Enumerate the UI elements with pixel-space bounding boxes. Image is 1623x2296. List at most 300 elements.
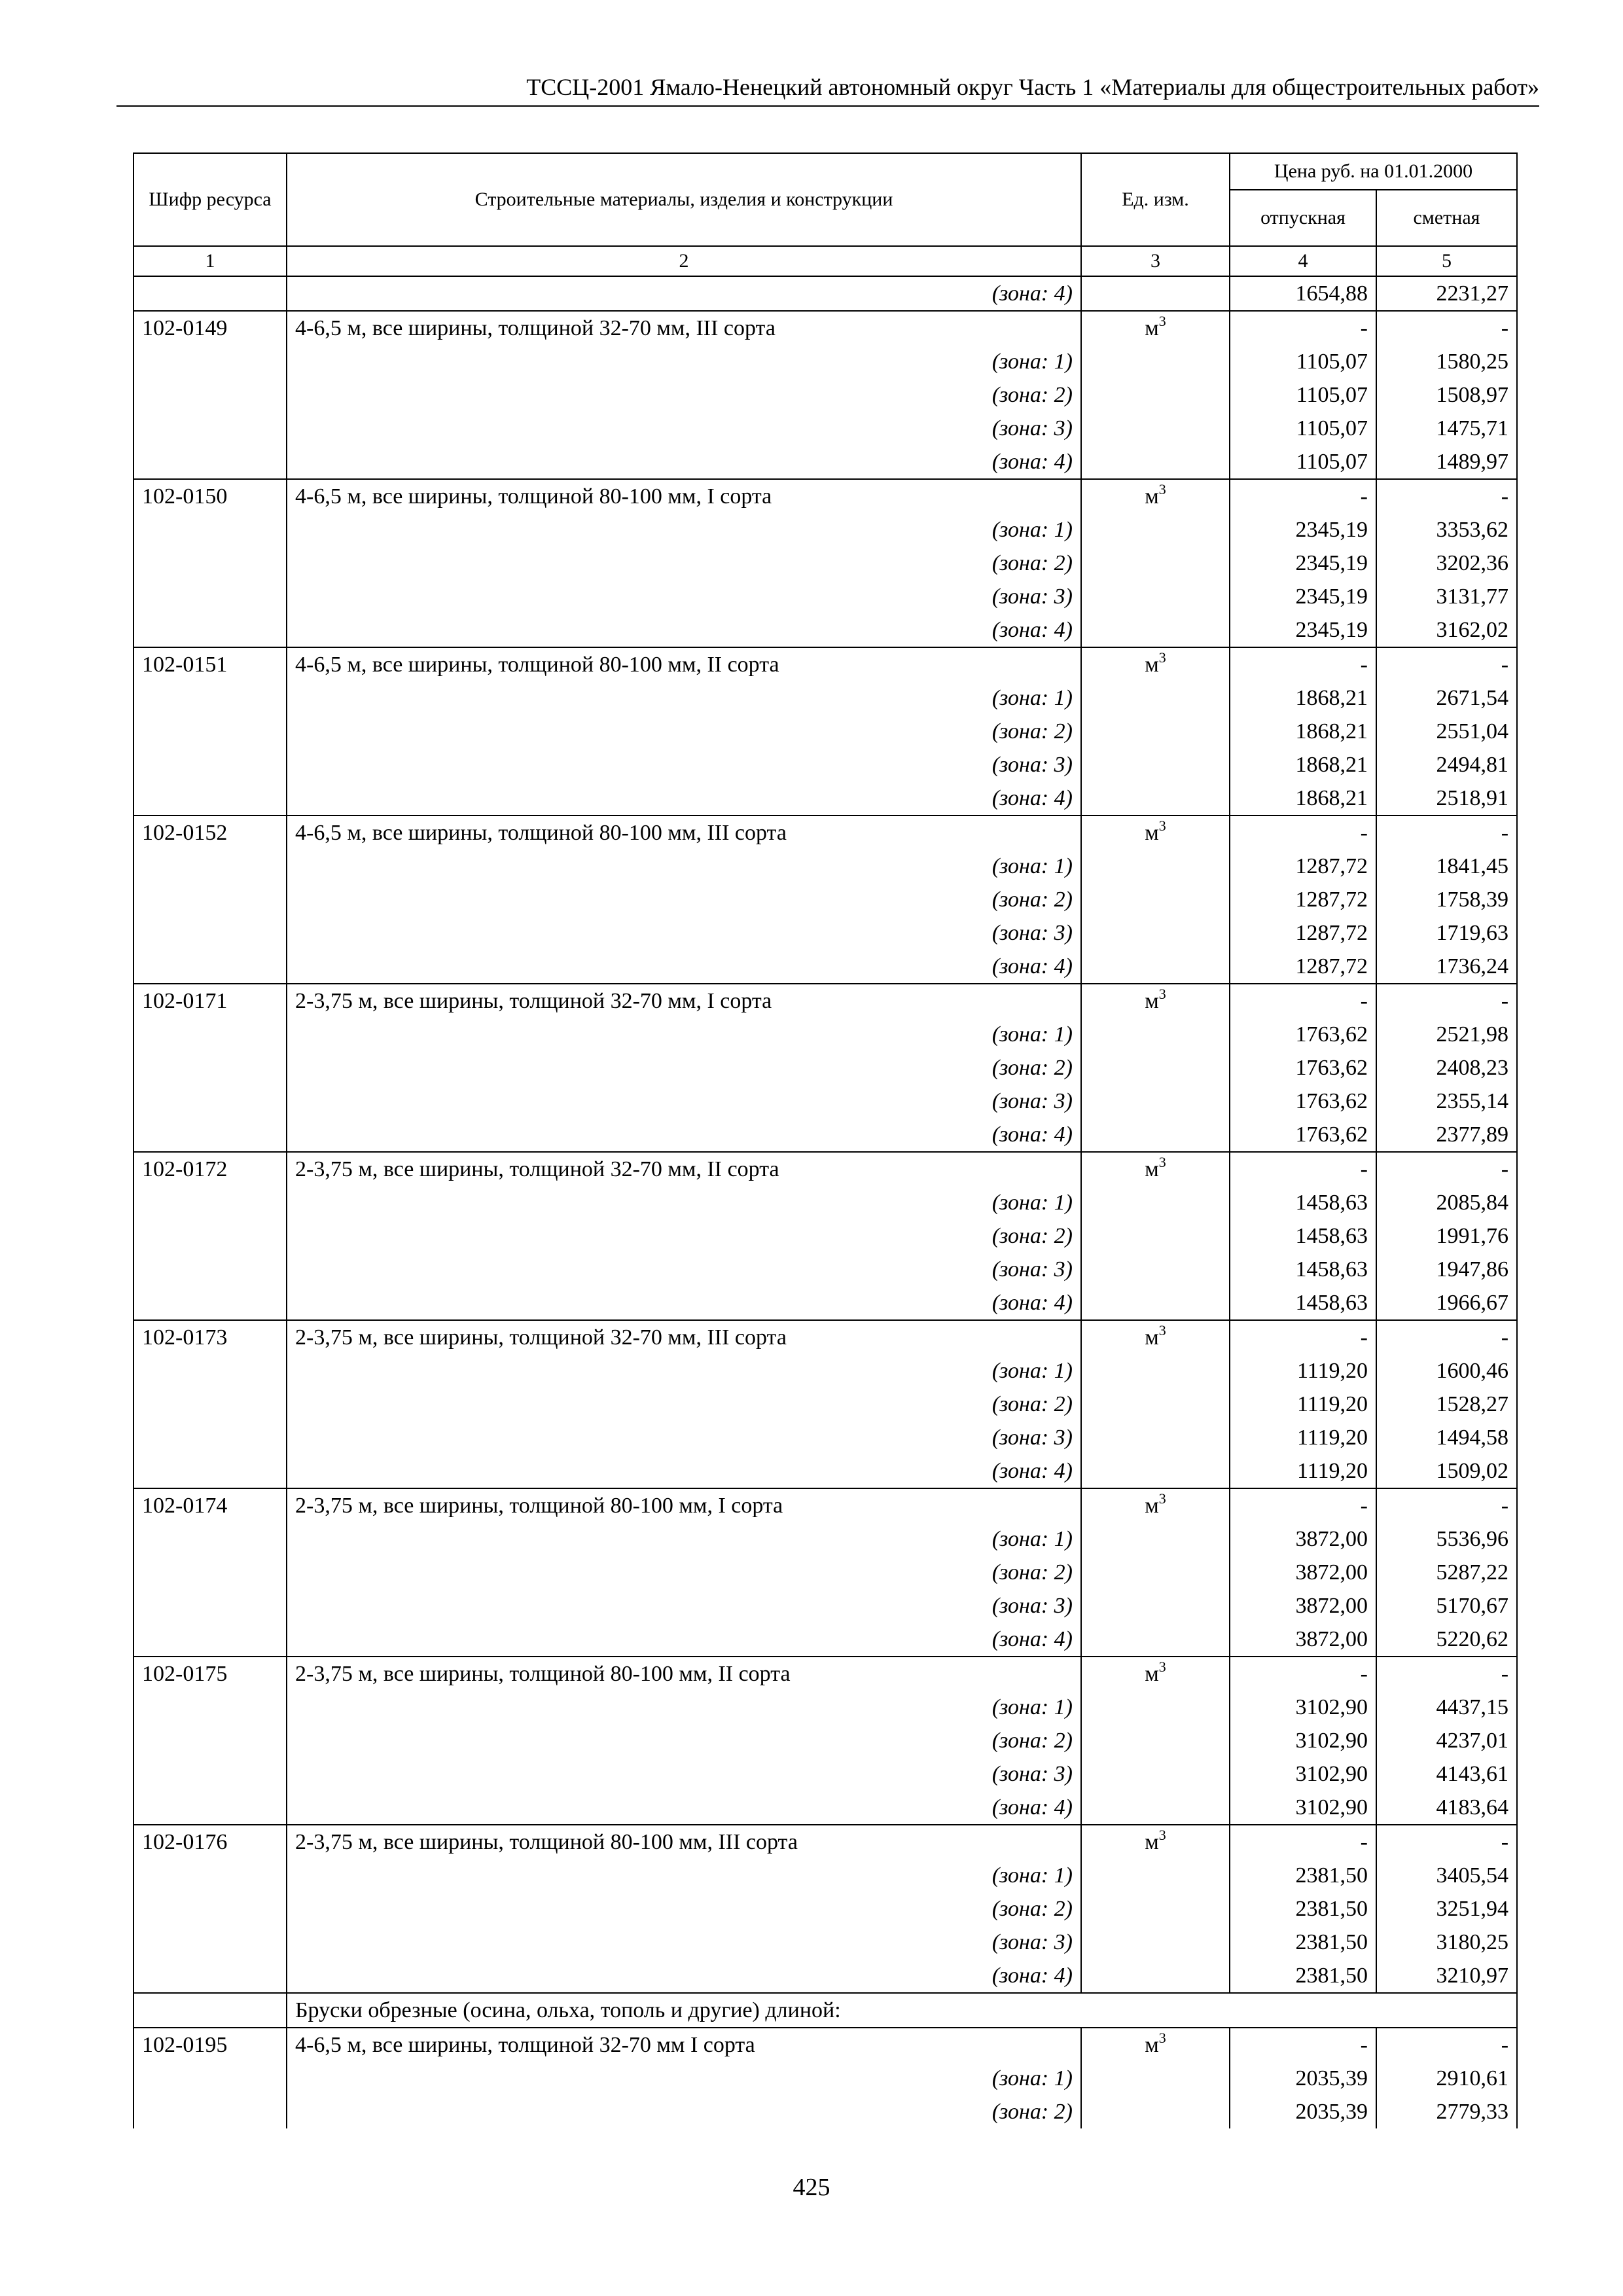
table-row-zone <box>134 1454 1517 1488</box>
material-name: 4-6,5 м, все ширины, толщиной 32-70 мм, III сорта <box>287 311 1081 345</box>
unit-empty <box>1081 1354 1230 1388</box>
resource-code-empty <box>134 883 287 916</box>
estimate-price: - <box>1376 1488 1517 1522</box>
unit-empty <box>1081 1724 1230 1757</box>
table-row-zone <box>134 1892 1517 1926</box>
release-price: 1654,88 <box>1230 276 1376 311</box>
estimate-price: 1719,63 <box>1376 916 1517 950</box>
resource-code-empty <box>134 2095 287 2128</box>
unit-base: м <box>1145 821 1159 845</box>
table-row-zone <box>134 1522 1517 1556</box>
release-price: 2381,50 <box>1230 1959 1376 1993</box>
table-row-zone <box>134 1421 1517 1454</box>
unit-empty <box>1081 950 1230 984</box>
release-price: - <box>1230 1152 1376 1186</box>
unit-empty <box>1081 1791 1230 1825</box>
zone-label: (зона: 1) <box>287 1354 1081 1388</box>
estimate-price: 1736,24 <box>1376 950 1517 984</box>
table-row-zone <box>134 613 1517 647</box>
zone-label: (зона: 1) <box>287 2062 1081 2095</box>
unit-base: м <box>1145 2033 1159 2057</box>
unit-empty <box>1081 1118 1230 1152</box>
unit-empty <box>1081 1859 1230 1892</box>
table-row-zone <box>134 781 1517 816</box>
estimate-price: 2408,23 <box>1376 1051 1517 1085</box>
unit-empty <box>1081 850 1230 883</box>
zone-label: (зона: 3) <box>287 1421 1081 1454</box>
estimate-price: - <box>1376 2028 1517 2062</box>
unit-empty <box>1081 547 1230 580</box>
resource-code-empty <box>134 1623 287 1657</box>
unit-empty <box>1081 1018 1230 1051</box>
resource-code-empty <box>134 513 287 547</box>
estimate-price: 3405,54 <box>1376 1859 1517 1892</box>
estimate-price: 5170,67 <box>1376 1589 1517 1623</box>
resource-code: 102-0149 <box>134 311 287 345</box>
table-row-zone <box>134 412 1517 445</box>
table-row-zone <box>134 1286 1517 1320</box>
unit-empty <box>1081 1454 1230 1488</box>
resource-code: 102-0174 <box>134 1488 287 1522</box>
zone-label: (зона: 1) <box>287 1018 1081 1051</box>
table-row-zone <box>134 883 1517 916</box>
resource-code-empty <box>134 412 287 445</box>
resource-code-empty <box>134 1959 287 1993</box>
unit-base: м <box>1145 316 1159 340</box>
release-price: 1458,63 <box>1230 1219 1376 1253</box>
unit-base: м <box>1145 1325 1159 1350</box>
material-name: 2-3,75 м, все ширины, толщиной 32-70 мм, I сорта <box>287 984 1081 1018</box>
material-name: 2-3,75 м, все ширины, толщиной 32-70 мм, III сорта <box>287 1320 1081 1354</box>
zone-label: (зона: 2) <box>287 378 1081 412</box>
unit-cell <box>1081 2028 1230 2062</box>
release-price: 3872,00 <box>1230 1556 1376 1589</box>
table-row-zone <box>134 1186 1517 1219</box>
table-header <box>134 153 1517 276</box>
release-price: 1868,21 <box>1230 748 1376 781</box>
resource-code-empty <box>134 1993 287 2028</box>
estimate-price: 1966,67 <box>1376 1286 1517 1320</box>
unit-exponent: 3 <box>1158 985 1166 1002</box>
release-price: - <box>1230 1825 1376 1859</box>
resource-code-empty <box>134 1051 287 1085</box>
unit-empty <box>1081 445 1230 479</box>
table-row-section <box>134 1993 1517 2028</box>
release-price: 2381,50 <box>1230 1892 1376 1926</box>
resource-code-empty <box>134 1522 287 1556</box>
zone-label: (зона: 3) <box>287 916 1081 950</box>
resource-code-empty <box>134 748 287 781</box>
estimate-price: 1528,27 <box>1376 1388 1517 1421</box>
resource-code: 102-0176 <box>134 1825 287 1859</box>
zone-label: (зона: 3) <box>287 748 1081 781</box>
table-row-zone <box>134 345 1517 378</box>
table-row-zone <box>134 1724 1517 1757</box>
resource-code: 102-0151 <box>134 647 287 681</box>
header-price-group: Цена руб. на 01.01.2000 <box>1230 153 1517 190</box>
zone-label: (зона: 4) <box>287 781 1081 816</box>
estimate-price: 1841,45 <box>1376 850 1517 883</box>
unit-empty <box>1081 1286 1230 1320</box>
column-number: 4 <box>1230 246 1376 276</box>
material-name: 2-3,75 м, все ширины, толщиной 32-70 мм, II сорта <box>287 1152 1081 1186</box>
unit-empty <box>1081 1959 1230 1993</box>
column-number: 5 <box>1376 246 1517 276</box>
unit-cell <box>1081 1488 1230 1522</box>
zone-label: (зона: 4) <box>287 1791 1081 1825</box>
unit-empty <box>1081 748 1230 781</box>
estimate-price: - <box>1376 479 1517 513</box>
unit-base: м <box>1145 1157 1159 1181</box>
zone-label: (зона: 1) <box>287 850 1081 883</box>
resource-code: 102-0173 <box>134 1320 287 1354</box>
estimate-price: 1494,58 <box>1376 1421 1517 1454</box>
material-name: 4-6,5 м, все ширины, толщиной 80-100 мм, III сорта <box>287 816 1081 850</box>
table-row-zone <box>134 1859 1517 1892</box>
table-row-zone <box>134 1791 1517 1825</box>
zone-label: (зона: 2) <box>287 547 1081 580</box>
column-number: 2 <box>287 246 1081 276</box>
release-price: 1763,62 <box>1230 1051 1376 1085</box>
release-price: 1105,07 <box>1230 345 1376 378</box>
unit-empty <box>1081 1085 1230 1118</box>
zone-label: (зона: 3) <box>287 1589 1081 1623</box>
resource-code-empty <box>134 613 287 647</box>
table-row-zone <box>134 1354 1517 1388</box>
release-price: - <box>1230 479 1376 513</box>
resource-code-empty <box>134 1388 287 1421</box>
zone-label: (зона: 3) <box>287 1926 1081 1959</box>
resource-code-empty <box>134 547 287 580</box>
zone-label: (зона: 2) <box>287 715 1081 748</box>
release-price: - <box>1230 1488 1376 1522</box>
resource-code-empty <box>134 781 287 816</box>
resource-code: 102-0195 <box>134 2028 287 2062</box>
header-code: Шифр ресурса <box>134 153 287 246</box>
zone-label: (зона: 2) <box>287 883 1081 916</box>
release-price: 1119,20 <box>1230 1454 1376 1488</box>
release-price: 1868,21 <box>1230 781 1376 816</box>
column-number: 1 <box>134 246 287 276</box>
page-number: 425 <box>793 2174 830 2201</box>
unit-cell <box>1081 1152 1230 1186</box>
zone-label: (зона: 2) <box>287 1556 1081 1589</box>
estimate-price: 2518,91 <box>1376 781 1517 816</box>
release-price: 2345,19 <box>1230 580 1376 613</box>
resource-code-empty <box>134 1892 287 1926</box>
unit-exponent: 3 <box>1158 649 1166 666</box>
release-price: 3872,00 <box>1230 1623 1376 1657</box>
unit-empty <box>1081 276 1230 311</box>
zone-label: (зона: 4) <box>287 613 1081 647</box>
resource-code-empty <box>134 1253 287 1286</box>
table-row-zone <box>134 850 1517 883</box>
unit-empty <box>1081 412 1230 445</box>
unit-cell <box>1081 647 1230 681</box>
release-price: 1105,07 <box>1230 378 1376 412</box>
zone-label: (зона: 3) <box>287 1757 1081 1791</box>
release-price: - <box>1230 1657 1376 1691</box>
table-row-zone <box>134 950 1517 984</box>
resource-code-empty <box>134 445 287 479</box>
zone-label: (зона: 4) <box>287 1286 1081 1320</box>
resource-code-empty <box>134 1354 287 1388</box>
zone-label: (зона: 4) <box>287 1959 1081 1993</box>
table-row-item <box>134 1657 1517 1691</box>
table-row-zone <box>134 1018 1517 1051</box>
material-name: 4-6,5 м, все ширины, толщиной 80-100 мм, I сорта <box>287 479 1081 513</box>
resource-code-empty <box>134 1589 287 1623</box>
table-row-zone <box>134 1253 1517 1286</box>
table-row-item <box>134 1825 1517 1859</box>
table-row-zone <box>134 1691 1517 1724</box>
estimate-price: - <box>1376 984 1517 1018</box>
table-row-zone <box>134 681 1517 715</box>
resource-code-empty <box>134 1186 287 1219</box>
release-price: - <box>1230 816 1376 850</box>
zone-label: (зона: 1) <box>287 345 1081 378</box>
header-estimate-price: сметная <box>1376 190 1517 246</box>
zone-label: (зона: 1) <box>287 1186 1081 1219</box>
unit-cell <box>1081 984 1230 1018</box>
estimate-price: - <box>1376 1152 1517 1186</box>
unit-empty <box>1081 1691 1230 1724</box>
resource-code-empty <box>134 276 287 311</box>
material-name: 4-6,5 м, все ширины, толщиной 32-70 мм I сорта <box>287 2028 1081 2062</box>
estimate-price: 1508,97 <box>1376 378 1517 412</box>
release-price: - <box>1230 2028 1376 2062</box>
release-price: 1868,21 <box>1230 715 1376 748</box>
zone-label: (зона: 3) <box>287 580 1081 613</box>
unit-cell <box>1081 1657 1230 1691</box>
running-header: ТССЦ-2001 Ямало-Ненецкий автономный округ Часть 1 «Материалы для общестроительных работ» <box>116 69 1539 107</box>
release-price: 1287,72 <box>1230 883 1376 916</box>
zone-label: (зона: 3) <box>287 1253 1081 1286</box>
unit-empty <box>1081 513 1230 547</box>
material-name: 2-3,75 м, все ширины, толщиной 80-100 мм, III сорта <box>287 1825 1081 1859</box>
zone-label: (зона: 2) <box>287 1724 1081 1757</box>
unit-base: м <box>1145 653 1159 677</box>
table-row-zone <box>134 1118 1517 1152</box>
unit-exponent: 3 <box>1158 817 1166 834</box>
material-name: 4-6,5 м, все ширины, толщиной 80-100 мм, II сорта <box>287 647 1081 681</box>
table-row-zone <box>134 1085 1517 1118</box>
unit-empty <box>1081 715 1230 748</box>
estimate-price: 2377,89 <box>1376 1118 1517 1152</box>
unit-exponent: 3 <box>1158 480 1166 497</box>
release-price: 2381,50 <box>1230 1859 1376 1892</box>
resource-code: 102-0150 <box>134 479 287 513</box>
unit-empty <box>1081 1219 1230 1253</box>
resource-code-empty <box>134 345 287 378</box>
table-row-item <box>134 2028 1517 2062</box>
unit-base: м <box>1145 484 1159 509</box>
material-name: 2-3,75 м, все ширины, толщиной 80-100 мм, II сорта <box>287 1657 1081 1691</box>
release-price: 1458,63 <box>1230 1286 1376 1320</box>
estimate-price: 2494,81 <box>1376 748 1517 781</box>
release-price: 3102,90 <box>1230 1791 1376 1825</box>
table-row-zone <box>134 1556 1517 1589</box>
estimate-price: 1758,39 <box>1376 883 1517 916</box>
resource-code-empty <box>134 1926 287 1959</box>
release-price: 1287,72 <box>1230 850 1376 883</box>
unit-empty <box>1081 378 1230 412</box>
zone-label: (зона: 4) <box>287 445 1081 479</box>
unit-empty <box>1081 345 1230 378</box>
unit-empty <box>1081 1186 1230 1219</box>
table-row-zone <box>134 715 1517 748</box>
material-name: 2-3,75 м, все ширины, толщиной 80-100 мм, I сорта <box>287 1488 1081 1522</box>
estimate-price: 5287,22 <box>1376 1556 1517 1589</box>
zone-label: (зона: 2) <box>287 2095 1081 2128</box>
estimate-price: 5220,62 <box>1376 1623 1517 1657</box>
release-price: - <box>1230 984 1376 1018</box>
table-row-zone <box>134 1623 1517 1657</box>
estimate-price: - <box>1376 1657 1517 1691</box>
resource-code-empty <box>134 850 287 883</box>
price-table <box>133 152 1518 2128</box>
table-row-zone <box>134 378 1517 412</box>
resource-code-empty <box>134 1454 287 1488</box>
unit-exponent: 3 <box>1158 2029 1166 2046</box>
release-price: 1119,20 <box>1230 1354 1376 1388</box>
resource-code-empty <box>134 916 287 950</box>
resource-code-empty <box>134 1859 287 1892</box>
estimate-price: 2355,14 <box>1376 1085 1517 1118</box>
unit-empty <box>1081 1421 1230 1454</box>
release-price: 1105,07 <box>1230 412 1376 445</box>
release-price: 1119,20 <box>1230 1388 1376 1421</box>
resource-code-empty <box>134 580 287 613</box>
release-price: 1763,62 <box>1230 1018 1376 1051</box>
unit-cell <box>1081 479 1230 513</box>
estimate-price: - <box>1376 311 1517 345</box>
table-row-zone <box>134 1959 1517 1993</box>
estimate-price: 1580,25 <box>1376 345 1517 378</box>
estimate-price: 2521,98 <box>1376 1018 1517 1051</box>
header-name: Строительные материалы, изделия и конструкции <box>287 153 1081 246</box>
release-price: 3102,90 <box>1230 1757 1376 1791</box>
table-row-zone <box>134 748 1517 781</box>
unit-empty <box>1081 1623 1230 1657</box>
zone-label: (зона: 1) <box>287 1859 1081 1892</box>
table-row-zone <box>134 1388 1517 1421</box>
table-row-zone <box>134 276 1517 311</box>
release-price: 1763,62 <box>1230 1118 1376 1152</box>
estimate-price: 2671,54 <box>1376 681 1517 715</box>
zone-label: (зона: 1) <box>287 681 1081 715</box>
unit-exponent: 3 <box>1158 1658 1166 1675</box>
table-row-zone <box>134 1757 1517 1791</box>
release-price: 1458,63 <box>1230 1253 1376 1286</box>
estimate-price: 2779,33 <box>1376 2095 1517 2128</box>
unit-empty <box>1081 781 1230 816</box>
release-price: 1119,20 <box>1230 1421 1376 1454</box>
unit-exponent: 3 <box>1158 1826 1166 1843</box>
unit-empty <box>1081 613 1230 647</box>
table-row-zone <box>134 1926 1517 1959</box>
estimate-price: 4437,15 <box>1376 1691 1517 1724</box>
resource-code-empty <box>134 1791 287 1825</box>
table-row-item <box>134 1320 1517 1354</box>
release-price: 3102,90 <box>1230 1724 1376 1757</box>
unit-empty <box>1081 1253 1230 1286</box>
estimate-price: 2551,04 <box>1376 715 1517 748</box>
release-price: 2381,50 <box>1230 1926 1376 1959</box>
table-body <box>134 276 1517 2128</box>
zone-label: (зона: 2) <box>287 1219 1081 1253</box>
release-price: 3872,00 <box>1230 1522 1376 1556</box>
unit-empty <box>1081 1892 1230 1926</box>
unit-empty <box>1081 1522 1230 1556</box>
release-price: - <box>1230 1320 1376 1354</box>
release-price: 2035,39 <box>1230 2095 1376 2128</box>
table-row-zone <box>134 916 1517 950</box>
zone-label: (зона: 1) <box>287 1691 1081 1724</box>
resource-code-empty <box>134 681 287 715</box>
estimate-price: 3202,36 <box>1376 547 1517 580</box>
estimate-price: 3210,97 <box>1376 1959 1517 1993</box>
unit-cell <box>1081 1320 1230 1354</box>
table-row-item <box>134 816 1517 850</box>
table-row-zone <box>134 1589 1517 1623</box>
resource-code: 102-0171 <box>134 984 287 1018</box>
zone-label: (зона: 4) <box>287 276 1081 311</box>
unit-exponent: 3 <box>1158 312 1166 329</box>
release-price: 1287,72 <box>1230 916 1376 950</box>
estimate-price: 1600,46 <box>1376 1354 1517 1388</box>
resource-code-empty <box>134 1724 287 1757</box>
estimate-price: 5536,96 <box>1376 1522 1517 1556</box>
section-title: Бруски обрезные (осина, ольха, тополь и другие) длиной: <box>287 1993 1517 2028</box>
estimate-price: 1489,97 <box>1376 445 1517 479</box>
unit-empty <box>1081 1051 1230 1085</box>
table-row-item <box>134 984 1517 1018</box>
header-release-price: отпускная <box>1230 190 1376 246</box>
resource-code-empty <box>134 2062 287 2095</box>
release-price: 2345,19 <box>1230 613 1376 647</box>
unit-exponent: 3 <box>1158 1321 1166 1338</box>
unit-empty <box>1081 2062 1230 2095</box>
resource-code-empty <box>134 1421 287 1454</box>
estimate-price: 2085,84 <box>1376 1186 1517 1219</box>
estimate-price: 4237,01 <box>1376 1724 1517 1757</box>
unit-base: м <box>1145 989 1159 1013</box>
zone-label: (зона: 1) <box>287 1522 1081 1556</box>
release-price: 3102,90 <box>1230 1691 1376 1724</box>
estimate-price: - <box>1376 816 1517 850</box>
table-row-zone <box>134 2062 1517 2095</box>
resource-code-empty <box>134 1556 287 1589</box>
column-number: 3 <box>1081 246 1230 276</box>
unit-empty <box>1081 883 1230 916</box>
unit-exponent: 3 <box>1158 1153 1166 1170</box>
zone-label: (зона: 3) <box>287 412 1081 445</box>
resource-code-empty <box>134 715 287 748</box>
table-row-item <box>134 647 1517 681</box>
zone-label: (зона: 1) <box>287 513 1081 547</box>
resource-code-empty <box>134 1219 287 1253</box>
estimate-price: 1991,76 <box>1376 1219 1517 1253</box>
unit-empty <box>1081 916 1230 950</box>
release-price: 2035,39 <box>1230 2062 1376 2095</box>
table-row-zone <box>134 445 1517 479</box>
table-row-item <box>134 479 1517 513</box>
estimate-price: 4143,61 <box>1376 1757 1517 1791</box>
table-row-item <box>134 1488 1517 1522</box>
table-row-zone <box>134 513 1517 547</box>
resource-code-empty <box>134 1085 287 1118</box>
